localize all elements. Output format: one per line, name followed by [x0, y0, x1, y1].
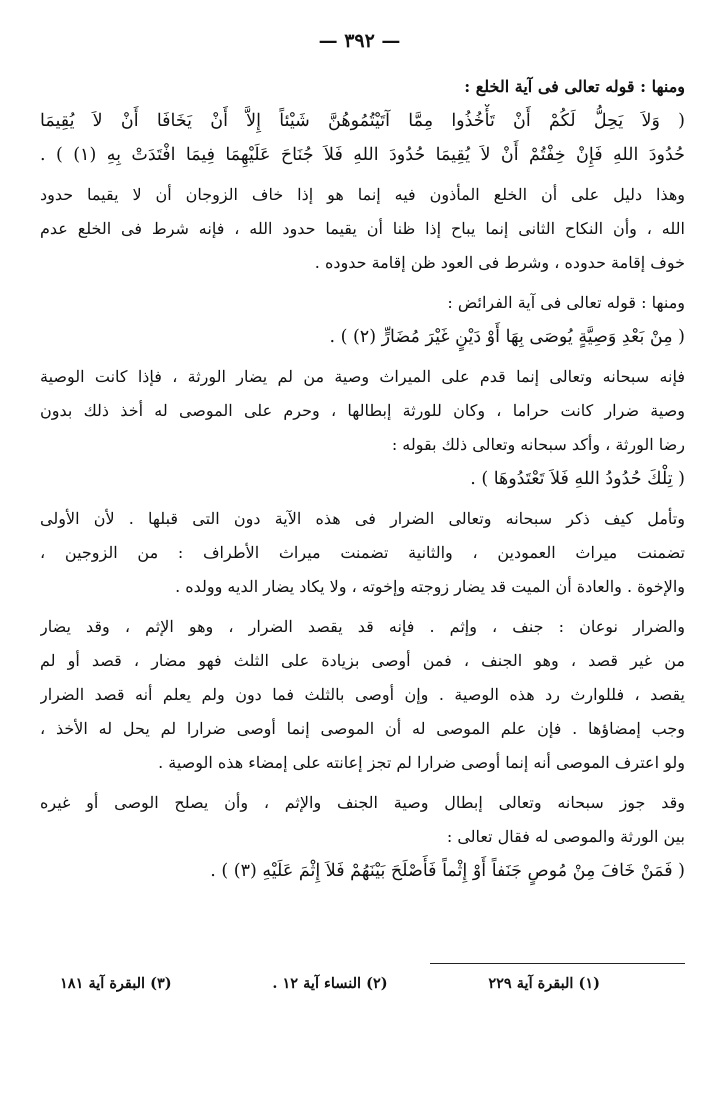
text-line: ومنها : قوله تعالى فى آية الفرائض :: [447, 293, 685, 312]
text-line: الله ، وأن النكاح الثانى إنما يباح إذا ظنا أن يقيما حدود الله ، فإنه شرط فى الخلع عدم: [40, 219, 685, 238]
text-line: وهذا دليل على أن الخلع المأذون فيه إنما هو إذا خاف الزوجان أن لا يقيما حدود: [40, 185, 685, 204]
text-line: يقصد ، فللوارث رد هذه الوصية . وإن أوصى بالثلث فما دون ولم يعلم أنه قصد الضرار: [40, 685, 685, 704]
text-line: وجب إمضاؤها . فإن علم الموصى له أن الموصى إنما أوصى ضرارا لم يحل له الأخذ ،: [40, 719, 685, 738]
footnote-divider: [430, 963, 685, 964]
text-line: وقد جوز سبحانه وتعالى إبطال وصية الجنف والإثم ، وأن يصلح الوصى أو غيره: [40, 793, 685, 812]
text-line: خوف إقامة حدوده ، وشرط فى العود ظن إقامة حدوده .: [314, 253, 685, 272]
text-line: حُدُودَ اللهِ فَإِنْ خِفْتُمْ أَنْ لاَ يُقِيمَا حُدُودَ اللهِ فَلاَ جُنَاحَ عَلَيْهِمَا فِيمَا افْتَدَتْ بِهِ (١) ) .: [40, 145, 685, 165]
footnote-1: (١) البقرة آية ٢٢٩: [488, 975, 600, 992]
text-line: ( مِنْ بَعْدِ وَصِيَّةٍ يُوصَى بِهَا أَوْ دَيْنٍ غَيْرَ مُضَارٍّ (٢) ) .: [329, 327, 685, 347]
text-line: ( تِلْكَ حُدُودُ اللهِ فَلاَ تَعْتَدُوهَا ) .: [470, 469, 685, 489]
footnotes: [60, 975, 600, 992]
text-line: والإخوة . والعادة أن الميت قد يضار زوجته وإخوته ، ولا يكاد يضار الديه وولده .: [175, 577, 685, 596]
text-line: ومنها : قوله تعالى فى آية الخلع :: [464, 77, 685, 96]
text-line: وتأمل كيف ذكر سبحانه وتعالى الضرار فى هذه الآية دون التى قبلها . لأن الأولى: [40, 509, 685, 528]
text-line: بين الورثة والموصى له فقال تعالى :: [446, 827, 685, 846]
text-line: ( فَمَنْ خَافَ مِنْ مُوصٍ جَنَفاً أَوْ إِثْماً فَأَصْلَحَ بَيْنَهُمْ فَلاَ إِثْمَ عَلَيْهِ (٣) ) .: [210, 861, 685, 881]
text-line: تضمنت ميراث العمودين ، والثانية تضمنت ميراث الأطراف : من الزوجين ،: [40, 543, 685, 562]
text-line: ولو اعترف الموصى أنه إنما أوصى ضرارا لم تجز إعانته على إمضاء هذه الوصية .: [158, 753, 685, 772]
text-line: من غير قصد ، وهو الجنف ، فمن أوصى بزيادة على الثلث فهو مضار ، قصد أو لم: [40, 651, 685, 670]
text-line: والضرار نوعان : جنف ، وإثم . فإنه قد يقصد الضرار ، وهو الإثم ، وقد يضار: [40, 617, 685, 636]
body-text: [40, 70, 685, 888]
footnote-2: (٢) النساء آية ١٢ .: [272, 975, 388, 992]
footnote-3: (٣) البقرة آية ١٨١: [60, 975, 172, 992]
text-line: فإنه سبحانه وتعالى إنما قدم على الميراث وصية من لم يضار الورثة ، فإذا كانت الوصية: [40, 367, 685, 386]
page-number: — ٣٩٢ —: [318, 30, 401, 52]
text-line: وصية ضرار كانت حراما ، وكان للورثة إبطالها ، وحرم على الموصى له أخذ ذلك بدون: [40, 401, 685, 420]
text-line: رضا الورثة ، وأكد سبحانه وتعالى ذلك بقوله :: [391, 435, 685, 454]
text-line: ( وَلاَ يَحِلُّ لَكُمْ أَنْ تَأْخُذُوا مِمَّا آتَيْتُمُوهُنَّ شَيْئاً إِلاَّ أَنْ يَخَافَا أَنْ لاَ يُقِيمَا: [40, 111, 685, 131]
